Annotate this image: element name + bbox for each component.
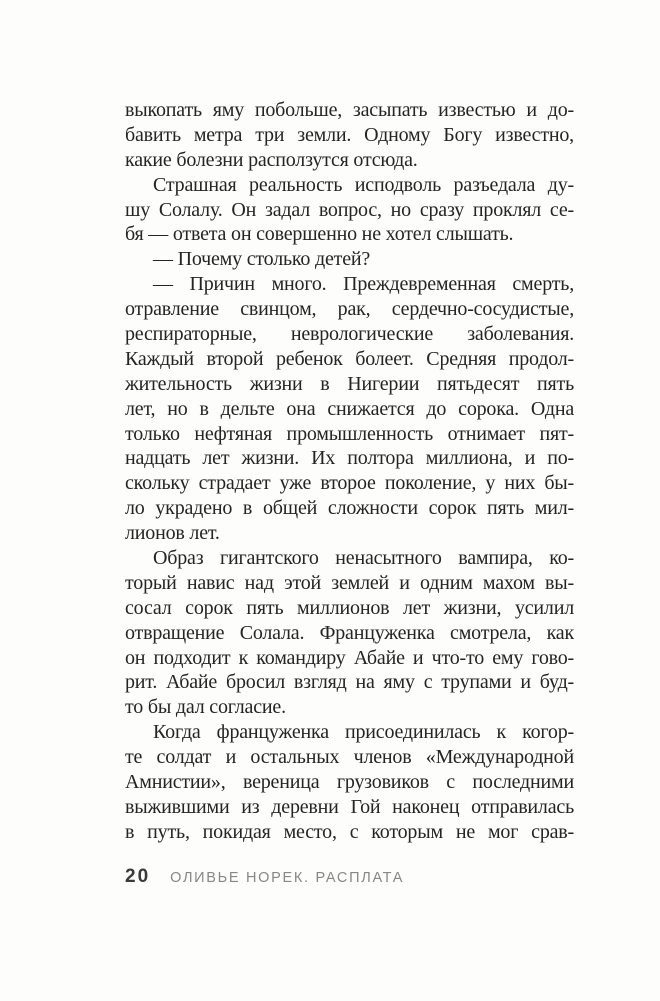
text-line: в путь, покидая место, с которым не мог срав-: [125, 820, 574, 843]
text-line: только нефтяная промышленность отнимает пят-: [125, 422, 574, 445]
text-line: он подходит к командиру Абайе и что-то ему гово-: [125, 646, 574, 669]
text-line: бавить метра три земли. Одному Богу известно,: [125, 123, 574, 146]
text-line: лионов лет.: [125, 522, 220, 545]
text-line: сосал сорок пять миллионов лет жизни, усилил: [125, 596, 574, 619]
text-line: скольку страдает уже второе поколение, у них бы-: [125, 472, 574, 495]
running-title: ОЛИВЬЕ НОРЕК. РАСПЛАТА: [170, 870, 405, 886]
text-line: Когда француженка присоединилась к когор-: [153, 721, 574, 744]
text-line: шу Солалу. Он задал вопрос, но сразу проклял се-: [125, 198, 574, 221]
text-line: то бы дал согласие.: [125, 696, 286, 719]
text-line: какие болезни расползутся отсюда.: [125, 148, 418, 171]
text-line: жительность жизни в Нигерии пятьдесят пять: [125, 372, 574, 395]
text-line: респираторные, неврологические заболевания.: [125, 323, 574, 346]
text-line: лет, но в дельте она снижается до сорока. Одна: [125, 397, 574, 420]
text-line: выкопать яму побольше, засыпать известью и до-: [125, 99, 574, 121]
text-line: отравление свинцом, рак, сердечно-сосудистые,: [125, 298, 574, 321]
text-line: Образ гигантского ненасытного вампира, ко-: [153, 547, 574, 570]
text-line: надцать лет жизни. Их полтора миллиона, и по-: [125, 447, 574, 470]
text-line-dialogue: — Почему столько детей?: [153, 248, 371, 271]
text-line: Каждый второй ребенок болеет. Средняя продол-: [125, 347, 574, 370]
text-line: Страшная реальность исподволь разъедала ду-: [153, 173, 574, 196]
text-line: отвращение Солала. Француженка смотрела, как: [125, 621, 574, 644]
text-line: торый навис над этой землей и одним махом вы-: [125, 571, 574, 594]
text-line-dialogue: — Причин много. Преждевременная смерть,: [153, 273, 574, 296]
page-text: [125, 98, 574, 845]
text-line: Амнистии», вереница грузовиков с последними: [125, 771, 574, 794]
page-footer: [125, 866, 404, 888]
page-number: 20: [125, 866, 151, 887]
text-line: рит. Абайе бросил взгляд на яму с трупами и буд-: [125, 671, 574, 694]
text-line: ло украдено в общей сложности сорок пять мил-: [125, 497, 574, 520]
text-line: бя — ответа он совершенно не хотел слышать.: [125, 223, 514, 246]
text-line: те солдат и остальных членов «Международной: [125, 746, 574, 769]
text-line: выжившими из деревни Гой наконец отправилась: [125, 795, 574, 818]
